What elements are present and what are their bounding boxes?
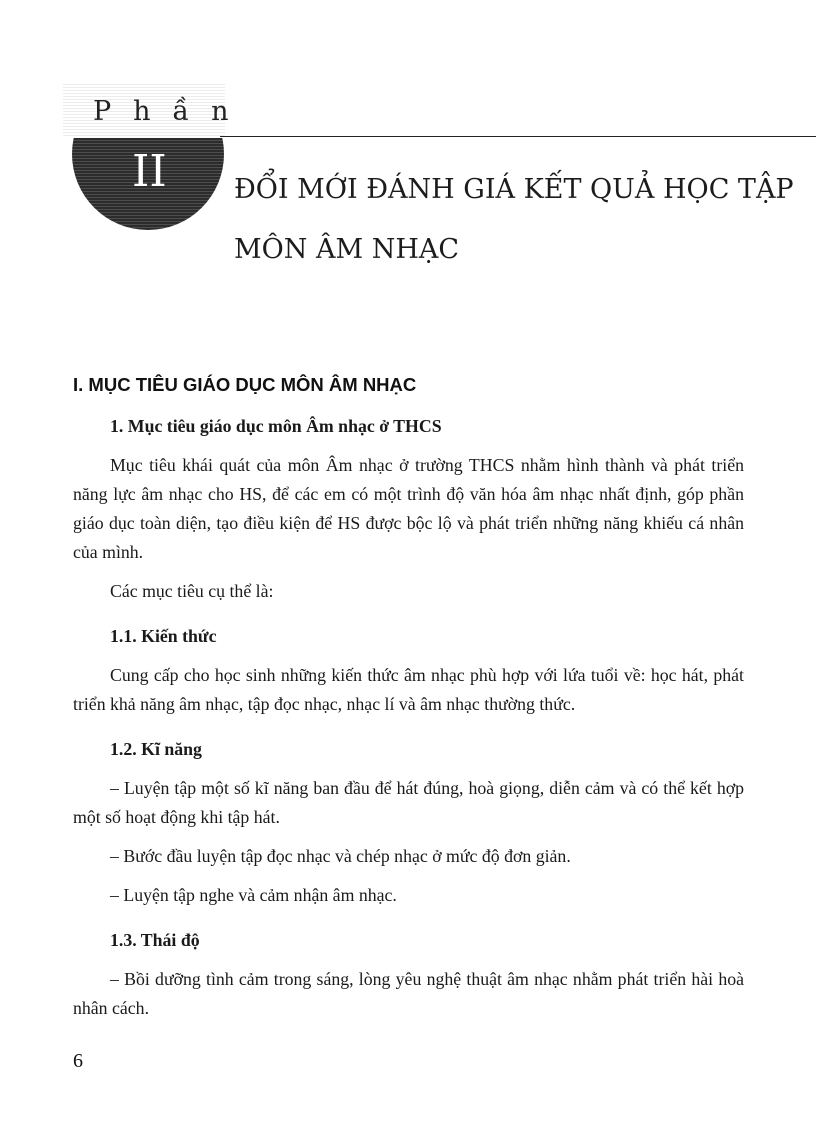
part-number: II	[132, 146, 167, 197]
skills-item: – Bước đầu luyện tập đọc nhạc và chép nhạc ở mức độ đơn giản.	[110, 846, 571, 866]
header-rule	[220, 136, 816, 137]
chapter-title-line2: MÔN ÂM NHẠC	[234, 234, 460, 265]
subsection-heading-objectives: 1. Mục tiêu giáo dục môn Âm nhạc ở THCS	[110, 416, 442, 436]
page-content	[73, 412, 744, 1023]
knowledge-paragraph: Cung cấp cho học sinh những kiến thức âm nhạc phù hợp với lứa tuổi về: học hát, phát triển khả năng âm nhạc, tập đọc nhạc, nhạc lí và âm nhạc thường thức.	[73, 665, 744, 714]
attitude-item: – Bồi dưỡng tình cảm trong sáng, lòng yêu nghệ thuật âm nhạc nhằm phát triển hài hoà nhân cách.	[73, 969, 744, 1018]
subsection-heading-attitude: 1.3. Thái độ	[110, 930, 200, 950]
section-heading: I. MỤC TIÊU GIÁO DỤC MÔN ÂM NHẠC	[73, 374, 417, 395]
skills-item: – Luyện tập một số kĩ năng ban đầu để hát đúng, hoà giọng, diễn cảm và có thể kết hợp một số hoạt động khi tập hát.	[73, 778, 744, 827]
objectives-intro: Các mục tiêu cụ thể là:	[110, 581, 274, 601]
subsection-heading-skills: 1.2. Kĩ năng	[110, 739, 202, 759]
objectives-paragraph: Mục tiêu khái quát của môn Âm nhạc ở trường THCS nhằm hình thành và phát triển năng lực âm nhạc cho HS, để các em có một trình độ văn hóa âm nhạc nhất định, góp phần giáo dục toàn diện, tạo điều kiện để HS được bộc lộ và phát triển những năng khiếu cá nhân của mình.	[73, 455, 744, 562]
page-number: 6	[73, 1050, 83, 1072]
part-label: Phần	[93, 96, 251, 127]
skills-item: – Luyện tập nghe và cảm nhận âm nhạc.	[110, 885, 397, 905]
chapter-title-line1: ĐỔI MỚI ĐÁNH GIÁ KẾT QUẢ HỌC TẬP	[234, 174, 794, 205]
chapter-title	[234, 160, 794, 280]
subsection-heading-knowledge: 1.1. Kiến thức	[110, 626, 217, 646]
